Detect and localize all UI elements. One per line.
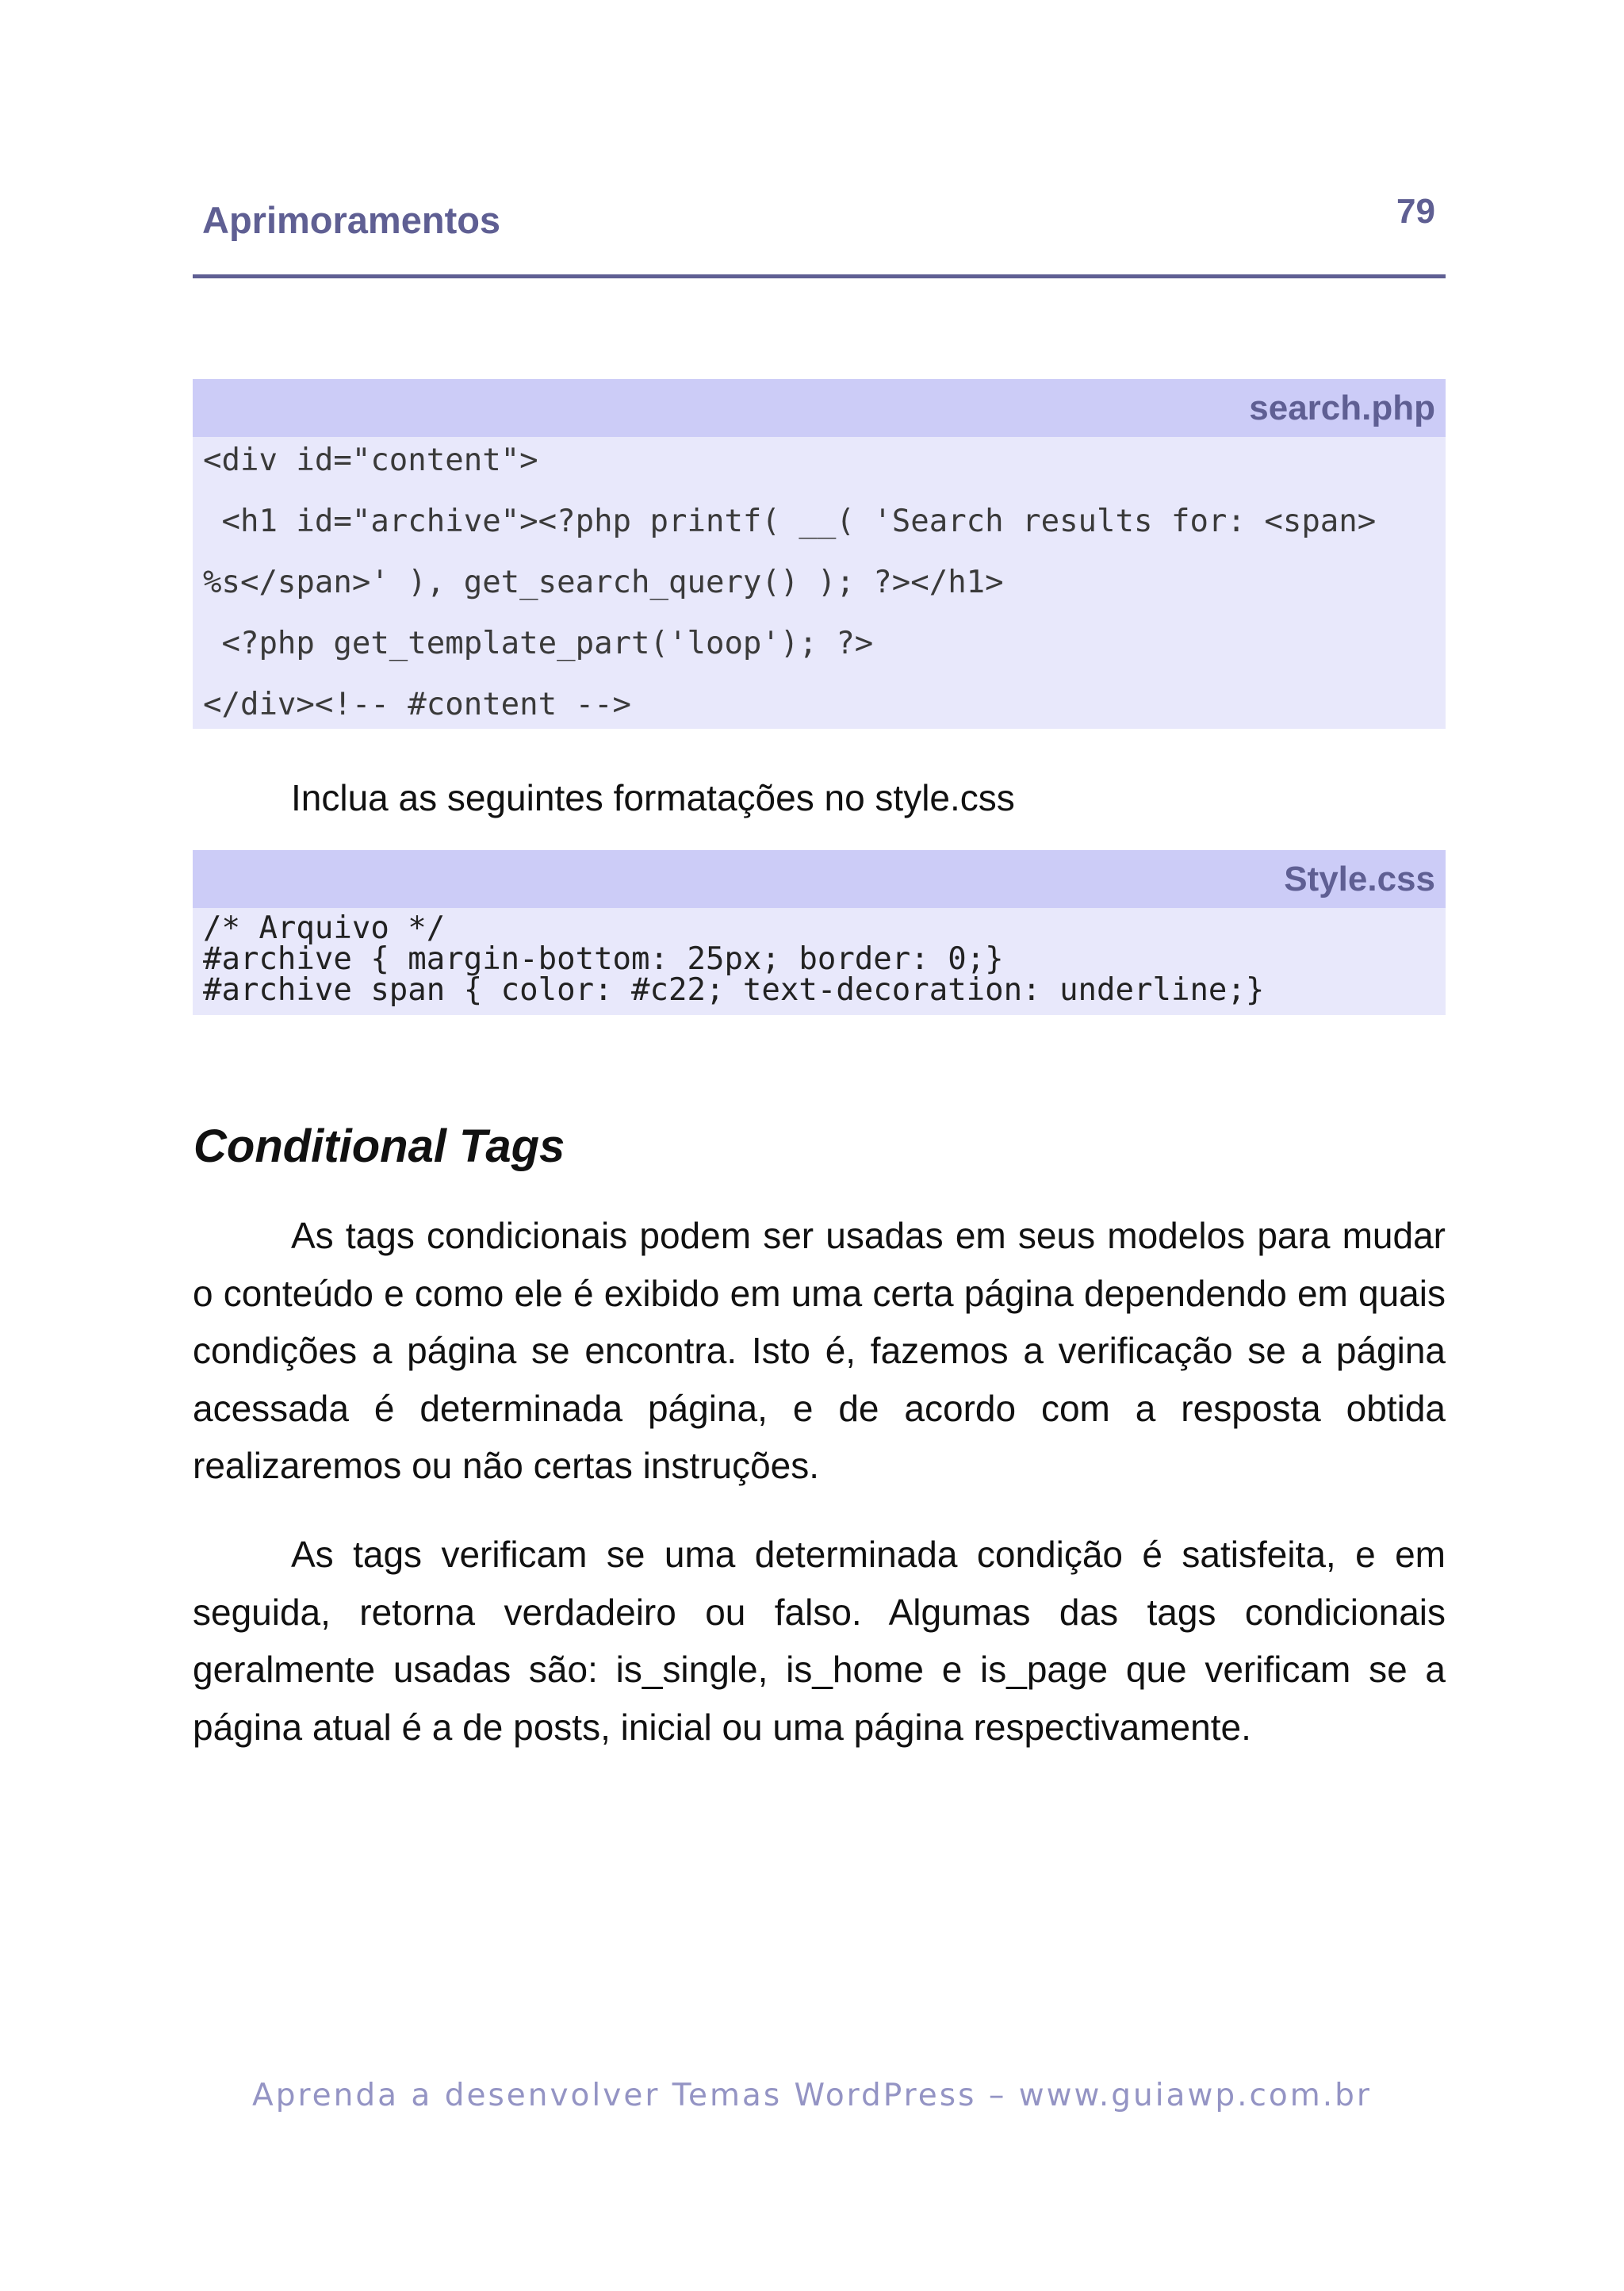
code-line: </div><!-- #content --> bbox=[203, 687, 632, 722]
body-paragraph: As tags condicionais podem ser usadas em seus modelos para mudar o conteúdo e como ele é exibido em uma certa página dependendo em quais condições a página se encontra. Isto é, fazemos a verificação se a página acessada é determinada página, e de acordo com a resposta obtida realizaremos ou não certas instruções. bbox=[193, 1215, 1446, 1486]
intro-paragraph: Inclua as seguintes formatações no style.css bbox=[291, 777, 1015, 818]
chapter-title: Aprimoramentos bbox=[202, 199, 501, 241]
code-line: <h1 id="archive"><?php printf( __( 'Search results for: <span> bbox=[203, 504, 1377, 539]
code-filename: search.php bbox=[1249, 389, 1435, 427]
code-block-style-css bbox=[193, 850, 1446, 1015]
code-block-search-php bbox=[193, 379, 1446, 729]
code-line: %s</span>' ), get_search_query() ); ?></h1> bbox=[203, 565, 1004, 600]
code-line: #archive span { color: #c22; text-decoration: underline;} bbox=[203, 972, 1265, 1008]
code-block-header bbox=[193, 379, 1446, 437]
code-block-header bbox=[193, 850, 1446, 908]
body-paragraph: As tags verificam se uma determinada condição é satisfeita, e em seguida, retorna verdadeiro ou falso. Algumas das tags condicionais geralmente usadas são: is_single, is_home e is_page que verificam se a página atual é a de posts, inicial ou uma página respectivamente. bbox=[193, 1534, 1446, 1748]
code-line: <?php get_template_part('loop'); ?> bbox=[203, 626, 874, 661]
code-line: <div id="content"> bbox=[203, 442, 538, 478]
section-heading: Conditional Tags bbox=[193, 1121, 565, 1172]
page-number: 79 bbox=[1396, 192, 1435, 231]
code-line: #archive { margin-bottom: 25px; border: 0;} bbox=[203, 941, 1004, 977]
page-header bbox=[193, 192, 1446, 278]
code-line: /* Arquivo */ bbox=[203, 910, 446, 946]
code-filename: Style.css bbox=[1284, 860, 1435, 898]
page-footer: Aprenda a desenvolver Temas WordPress – www.guiawp.com.br bbox=[252, 2078, 1372, 2113]
